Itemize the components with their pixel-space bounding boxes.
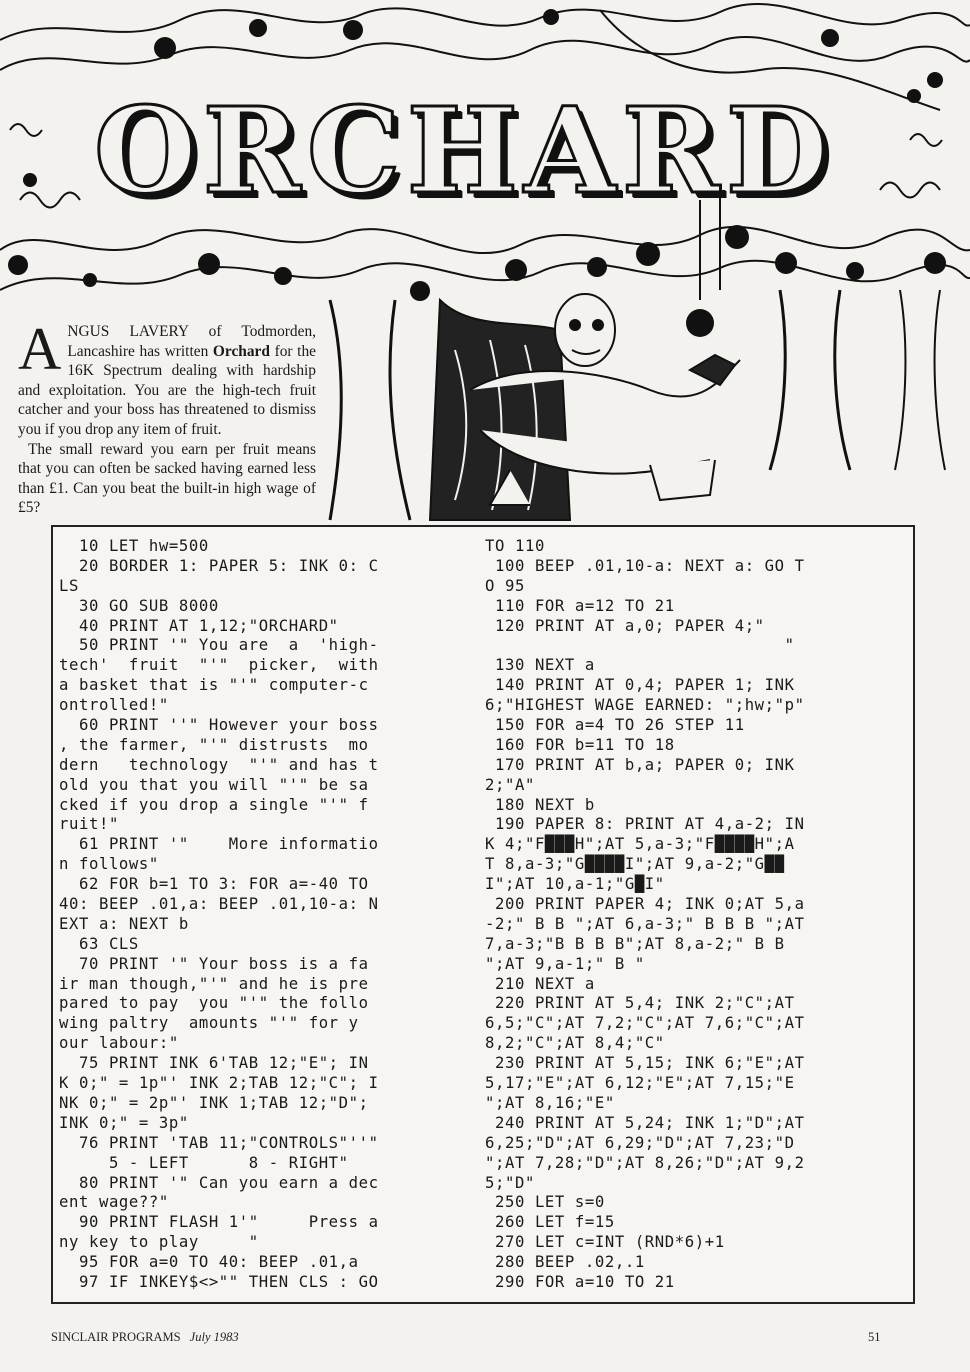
listing-line: , the farmer, "'" distrusts mo	[59, 735, 369, 754]
publication-name: SINCLAIR PROGRAMS	[51, 1330, 181, 1344]
listing-line: ";AT 7,28;"D";AT 8,26;"D";AT 9,2	[485, 1153, 805, 1172]
listing-line: old you that you will "'" be sa	[59, 775, 369, 794]
listing-line: 10 LET hw=500	[59, 537, 209, 555]
listing-line: ruit!"	[59, 815, 119, 834]
listing-line: 5,17;"E";AT 6,12;"E";AT 7,15;"E	[485, 1074, 795, 1093]
listing-line: 230 PRINT AT 5,15; INK 6;"E";AT	[485, 1054, 805, 1073]
listing-line: ";AT 9,a-1;" B "	[485, 954, 645, 973]
listing-line: 150 FOR a=4 TO 26 STEP 11	[485, 716, 745, 735]
listing-line: 6;"HIGHEST WAGE EARNED: ";hw;"p"	[485, 696, 805, 715]
listing-line: 110 FOR a=12 TO 21	[485, 596, 675, 615]
listing-line: 5 - LEFT 8 - RIGHT"	[59, 1153, 349, 1172]
listing-line: 160 FOR b=11 TO 18	[485, 735, 675, 754]
listing-line: 61 PRINT '" More informatio	[59, 835, 379, 854]
listing-line: 95 FOR a=0 TO 40: BEEP .01,a	[59, 1253, 359, 1272]
listing-line: 62 FOR b=1 TO 3: FOR a=-40 TO	[59, 875, 369, 894]
listing-line: 5;"D"	[485, 1173, 535, 1192]
listing-line: 220 PRINT AT 5,4; INK 2;"C";AT	[485, 994, 795, 1013]
listing-line: I";AT 10,a-1;"G█I"	[485, 875, 665, 894]
listing-line: dern technology "'" and has t	[59, 755, 379, 774]
listing-line: our labour:"	[59, 1034, 179, 1053]
listing-line: ny key to play "	[59, 1233, 259, 1252]
issue-date: July 1983	[189, 1330, 239, 1344]
listing-line: INK 0;" = 3p"	[59, 1113, 189, 1132]
page-number: 51	[868, 1330, 881, 1344]
listing-line: ir man though,"'" and he is pre	[59, 974, 369, 993]
listing-line: "	[485, 636, 795, 655]
listing-line: 30 GO SUB 8000	[59, 596, 219, 615]
listing-line: ent wage??"	[59, 1193, 169, 1212]
listing-line: a basket that is "'" computer-c	[59, 676, 369, 695]
listing-line: NK 0;" = 2p"' INK 1;TAB 12;"D";	[59, 1093, 369, 1112]
listing-line: 60 PRINT ''" However your boss	[59, 716, 379, 735]
listing-line: K 4;"F███H";AT 5,a-3;"F████H";A	[485, 835, 795, 854]
listing-line: -2;" B B ";AT 6,a-3;" B B B ";AT	[485, 914, 805, 933]
listing-line: 260 LET f=15	[485, 1213, 615, 1232]
listing-line: 97 IF INKEY$<>"" THEN CLS : GO	[59, 1272, 379, 1291]
listing-line: 40: BEEP .01,a: BEEP .01,10-a: N	[59, 895, 379, 914]
listing-line: 100 BEEP .01,10-a: NEXT a: GO T	[485, 556, 805, 575]
listing-line: cked if you drop a single "'" f	[59, 795, 369, 814]
listing-line: wing paltry amounts "'" for y	[59, 1014, 359, 1033]
listing-line: 75 PRINT INK 6'TAB 12;"E"; IN	[59, 1054, 369, 1073]
listing-line: 200 PRINT PAPER 4; INK 0;AT 5,a	[485, 895, 805, 914]
listing-line: 120 PRINT AT a,0; PAPER 4;"	[485, 616, 765, 635]
listing-line: n follows"	[59, 855, 159, 874]
listing-line: 20 BORDER 1: PAPER 5: INK 0: C	[59, 556, 379, 575]
listing-line: 6,25;"D";AT 6,29;"D";AT 7,23;"D	[485, 1133, 795, 1152]
listing-line: 290 FOR a=10 TO 21	[485, 1272, 675, 1291]
listing-line: ";AT 8,16;"E"	[485, 1093, 615, 1112]
listing-line: 7,a-3;"B B B B";AT 8,a-2;" B B	[485, 934, 785, 953]
listing-line: 70 PRINT '" Your boss is a fa	[59, 954, 369, 973]
intro-text	[18, 316, 316, 518]
intro-paragraph-1	[18, 316, 316, 440]
listing-line: EXT a: NEXT b	[59, 914, 189, 933]
listing-line: 280 BEEP .02,.1	[485, 1253, 645, 1272]
listing-column-left	[59, 537, 459, 1293]
listing-line: ontrolled!"	[59, 696, 169, 715]
listing-line: 63 CLS	[59, 934, 139, 953]
listing-line: 50 PRINT '" You are a 'high-	[59, 636, 379, 655]
drop-cap: A	[18, 316, 62, 382]
intro-p1-start: NGUS LAVERY of Todmorden, Lancashire has written	[67, 323, 316, 360]
listing-line: 76 PRINT 'TAB 11;"CONTROLS"''"	[59, 1133, 379, 1152]
intro-p1-end: for the 16K Spectrum dealing with hardship and exploitation. You are the high-tech fruit catcher and your boss has threatened to dismiss you if you drop any item of fruit.	[18, 342, 316, 438]
listing-line: 80 PRINT '" Can you earn a dec	[59, 1173, 379, 1192]
listing-line: tech' fruit "'" picker, with	[59, 656, 379, 675]
listing-line: LS	[59, 576, 79, 595]
footer-publication	[51, 1330, 239, 1345]
listing-line: 140 PRINT AT 0,4; PAPER 1; INK	[485, 676, 795, 695]
program-name: Orchard	[212, 342, 270, 360]
article-title: ORCHARD	[93, 81, 835, 220]
listing-line: 190 PAPER 8: PRINT AT 4,a-2; IN	[485, 815, 805, 834]
listing-line: 240 PRINT AT 5,24; INK 1;"D";AT	[485, 1113, 805, 1132]
listing-line: 90 PRINT FLASH 1'" Press a	[59, 1213, 379, 1232]
listing-line: 180 NEXT b	[485, 795, 595, 814]
listing-line: 8,2;"C";AT 8,4;"C"	[485, 1034, 665, 1053]
program-listing	[51, 525, 915, 1304]
listing-column-right	[485, 537, 885, 1293]
listing-line: O 95	[485, 576, 525, 595]
listing-line: 40 PRINT AT 1,12;"ORCHARD"	[59, 616, 339, 635]
listing-line: K 0;" = 1p"' INK 2;TAB 12;"C"; I	[59, 1074, 379, 1093]
listing-line: TO 110	[485, 537, 545, 555]
listing-line: T 8,a-3;"G████I";AT 9,a-2;"G██	[485, 855, 785, 874]
listing-line: 130 NEXT a	[485, 656, 595, 675]
listing-line: 210 NEXT a	[485, 974, 595, 993]
listing-line: pared to pay you "'" the follo	[59, 994, 369, 1013]
listing-line: 170 PRINT AT b,a; PAPER 0; INK	[485, 755, 795, 774]
listing-line: 250 LET s=0	[485, 1193, 605, 1212]
listing-line: 6,5;"C";AT 7,2;"C";AT 7,6;"C";AT	[485, 1014, 805, 1033]
listing-line: 270 LET c=INT (RND*6)+1	[485, 1233, 725, 1252]
listing-line: 2;"A"	[485, 775, 535, 794]
intro-paragraph-2: The small reward you earn per fruit means that you can often be sacked having earned less than £1. Can you beat the built-in high wage of £5?	[18, 440, 316, 517]
